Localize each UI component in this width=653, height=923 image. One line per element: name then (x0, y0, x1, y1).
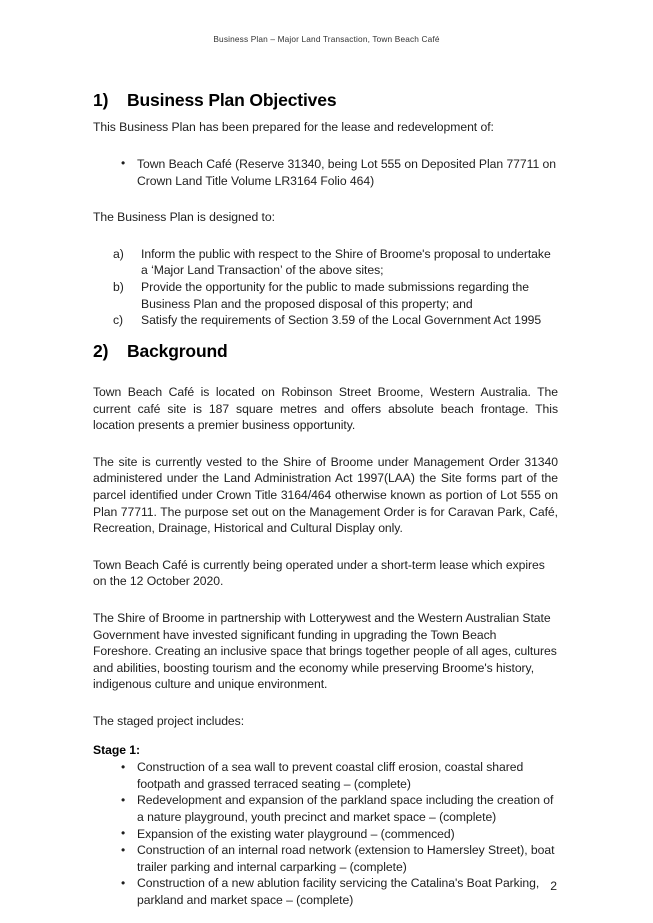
section-2-number: 2) (93, 340, 109, 361)
list-item: • Construction of an internal road network (extension to Hamersley Street), boat trailer parking and internal carparking – (complete) (93, 842, 558, 875)
section-2-paragraph-4: The Shire of Broome in partnership with Lotterywest and the Western Australian State Government have invested significant funding in upgrading the Town Beach Foreshore. Creating an inclusive space that brings together people of all ages, cultures and abilities, boosting tourism and the economy while preserving Broome's history, indigenous culture and unique environment. (93, 610, 557, 692)
stage-1-label: Stage 1: (93, 742, 141, 757)
running-header: Business Plan – Major Land Transaction, Town Beach Café (213, 34, 440, 44)
spacer (93, 201, 558, 209)
section-2-title: Background (127, 340, 228, 361)
list-item: • Expansion of the existing water playground – (commenced) (93, 826, 558, 843)
spacer (93, 602, 558, 610)
list-item: Inform the public with respect to the Shire of Broome's proposal to undertake a ‘Major Land Transaction’ of the above sites; (141, 246, 551, 278)
spacer (93, 549, 558, 557)
document-body (93, 90, 558, 920)
section-1-number: 1) (93, 90, 109, 110)
list-item: • Construction of a new ablution facility servicing the Catalina's Boat Parking, parkland and market space – (complete) (93, 875, 558, 908)
section-2-heading (93, 341, 558, 362)
spacer (93, 734, 558, 742)
section-2-paragraph-2: The site is currently vested to the Shire of Broome under Management Order 31340 administered under the Land Administration Act 1997(LAA) the Site forms part of the parcel identified under Crown Title 3164/464 otherwise known as portion of Lot 555 on Plan 77711. The purpose set out on the Management Order is for Caravan Park, Café, Recreation, Drainage, Historical and Cultural Display only. (93, 454, 558, 536)
section-1-lead-in: The Business Plan is designed to: (93, 210, 275, 225)
spacer (93, 238, 558, 246)
page-number: 2 (550, 879, 557, 893)
section-2-paragraph-5: The staged project includes: (93, 713, 245, 728)
section-1-alpha-list (93, 246, 558, 329)
section-1-title: Business Plan Objectives (127, 90, 337, 110)
section-1-bullet-list (93, 156, 558, 189)
section-2-paragraph-1: Town Beach Café is located on Robinson Street Broome, Western Australia. The current café site is 187 square metres and offers absolute beach frontage. This location presents a premier business opportunity. (93, 385, 558, 433)
spacer (93, 705, 558, 713)
list-item: Provide the opportunity for the public to made submissions regarding the Business Plan and the proposed disposal of this property; and (141, 279, 529, 311)
spacer (93, 370, 558, 384)
stage-1-bullet-list (93, 759, 558, 908)
spacer (93, 446, 558, 454)
section-1-heading (93, 90, 558, 111)
section-2-paragraph-3: Town Beach Café is currently being operated under a short-term lease which expires on the 12 October 2020. (93, 557, 545, 589)
list-item: • Construction of a sea wall to prevent coastal cliff erosion, coastal shared footpath and grassed terraced seating – (complete) (93, 759, 558, 792)
list-item: Satisfy the requirements of Section 3.59 of the Local Government Act 1995 (141, 313, 542, 328)
list-item: • Redevelopment and expansion of the parkland space including the creation of a nature playground, youth precinct and market space – (complete) (93, 792, 558, 825)
list-item: • Town Beach Café (Reserve 31340, being Lot 555 on Deposited Plan 77711 on Crown Land Title Volume LR3164 Folio 464) (93, 156, 558, 189)
spacer (93, 148, 558, 156)
section-1-intro: This Business Plan has been prepared for the lease and redevelopment of: (93, 120, 494, 135)
